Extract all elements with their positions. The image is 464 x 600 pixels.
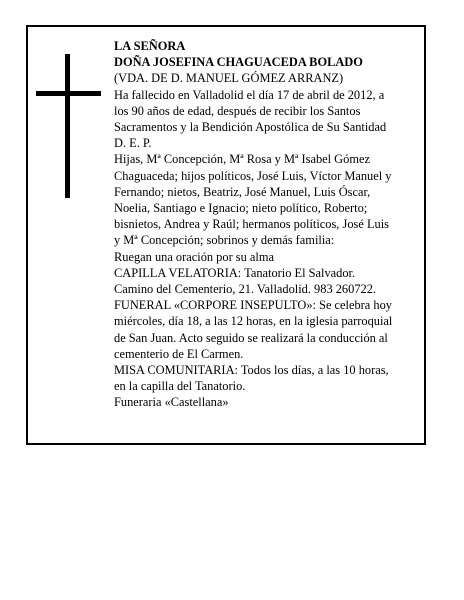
funeral-line: miércoles, día 18, a las 12 horas, en la iglesia parroquial — [114, 314, 393, 329]
funeral-home-line: Funeraria «Castellana» — [114, 395, 229, 410]
funeral-line: cementerio de El Carmen. — [114, 346, 244, 361]
family-line: bisnietos, Andrea y Raúl; hermanos políticos, José Luis — [114, 217, 389, 232]
prayer-request-line: Ruegan una oración por su alma — [114, 249, 274, 264]
family-line: Noelia, Santiago e Ignacio; nieto político, Roberto; — [114, 201, 368, 216]
body-line: Ha fallecido en Valladolid el día 17 de abril de 2012, a — [114, 87, 385, 102]
body-line: los 90 años de edad, después de recibir los Santos — [114, 103, 361, 118]
notice-heading: LA SEÑORA — [114, 39, 186, 53]
family-line: Hijas, Mª Concepción, Mª Rosa y Mª Isabel Gómez — [114, 152, 370, 167]
cross-horizontal-bar — [36, 91, 101, 96]
family-line: Chaguaceda; hijos políticos, José Luis, Víctor Manuel y — [114, 168, 392, 183]
family-line: y Mª Concepción; sobrinos y demás familia: — [114, 233, 335, 248]
cross-vertical-bar — [65, 54, 70, 198]
community-mass-line: MISA COMUNITARIA: Todos los días, a las 10 horas, — [114, 363, 389, 378]
family-line: Fernando; nietos, Beatriz, José Manuel, Luis Óscar, — [114, 184, 371, 199]
obituary-text — [114, 38, 420, 411]
community-mass-line: en la capilla del Tanatorio. — [114, 379, 246, 394]
wake-chapel-line: CAPILLA VELATORIA: Tanatorio El Salvador. — [114, 265, 356, 280]
widow-of-line: (VDA. DE D. MANUEL GÓMEZ ARRANZ) — [114, 71, 344, 86]
wake-address-line: Camino del Cementerio, 21. Valladolid. 983 260722. — [114, 282, 377, 297]
deceased-name: DOÑA JOSEFINA CHAGUACEDA BOLADO — [114, 55, 363, 70]
cross-icon — [36, 54, 101, 198]
body-line: Sacramentos y la Bendición Apostólica de Su Santidad — [114, 120, 387, 135]
rip-line: D. E. P. — [114, 136, 152, 151]
funeral-line: FUNERAL «CORPORE INSEPULTO»: Se celebra hoy — [114, 298, 392, 313]
funeral-line: de San Juan. Acto seguido se realizará la conducción al — [114, 330, 388, 345]
